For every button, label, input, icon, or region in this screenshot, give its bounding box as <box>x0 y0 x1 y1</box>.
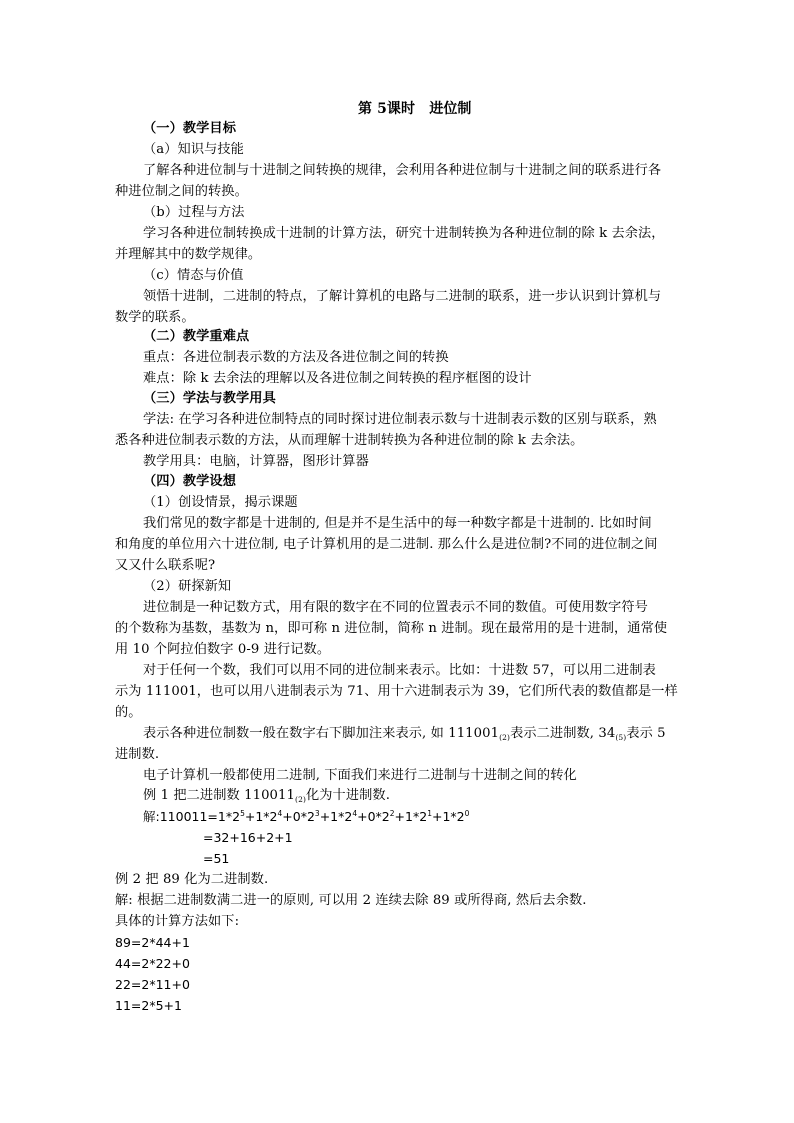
example-1-equation-1 <box>143 807 469 827</box>
calculation-line: 11=2*5+1 <box>115 998 182 1013</box>
text-run: 例 1 把二进制数 110011 <box>143 788 296 803</box>
example-1-equation-2: =32+16+2+1 <box>203 830 293 845</box>
base-subscript: (2) <box>295 795 306 804</box>
exponent: 1 <box>427 809 432 818</box>
section-heading-design: （四）教学设想 <box>143 474 237 489</box>
paragraph-line: 了解各种进位制与十进制之间转换的规律，会利用各种进位制与十进制之间的联系进行各 <box>143 163 662 178</box>
text-run: 化为十进制数. <box>305 788 391 803</box>
paragraph-line: 示为 111001，也可以用八进制表示为 71、用十六进制表示为 39，它们所代表的数值都是一样 <box>115 684 678 699</box>
paragraph-line: 的。 <box>115 705 142 720</box>
equation-term: +0*2 <box>282 809 315 824</box>
paragraph-line: 和角度的单位用六十进位制, 电子计算机用的是二进制. 那么什么是进位制?不同的进位制之间 <box>115 537 658 552</box>
exponent: 2 <box>389 809 395 818</box>
section-heading-key-points: （二）教学重难点 <box>143 329 250 344</box>
paragraph-line: 用 10 个阿拉伯数字 0-9 进行记数。 <box>115 642 331 657</box>
calculation-line: 89=2*44+1 <box>115 935 190 950</box>
equation-term: +0*2 <box>357 809 390 824</box>
paragraph-line: 解: 根据二进制数满二进一的原则, 可以用 2 连续去除 89 或所得商, 然后去余数. <box>115 893 587 908</box>
base-subscript: (5) <box>615 733 627 742</box>
example-2-prompt: 例 2 把 89 化为二进制数. <box>115 872 269 887</box>
page-title: 第 5课时 进位制 <box>358 101 472 117</box>
paragraph-line: 难点：除 k 去余法的理解以及各进位制之间转换的程序框图的设计 <box>143 371 532 386</box>
exponent: 3 <box>314 809 320 818</box>
paragraph-line: 悉各种进位制表示数的方法，从而理解十进制转换为各种进位制的除 k 去余法。 <box>115 433 584 448</box>
paragraph-line: 对于任何一个数，我们可以用不同的进位制来表示。比如：十进数 57，可以用二进制表 <box>143 663 656 678</box>
subsection-label-process: （b）过程与方法 <box>143 205 245 220</box>
example-1-equation-3: =51 <box>203 851 230 866</box>
paragraph-line: 具体的计算方法如下: <box>115 914 240 929</box>
paragraph-line: 我们常见的数字都是十进制的, 但是并不是生活中的每一种数字都是十进制的. 比如时间 <box>143 516 652 531</box>
subsection-label-explore: （2）研探新知 <box>143 579 232 594</box>
equation-term: +1*2 <box>319 809 353 824</box>
text-run: 表示各种进位制数一般在数字右下脚加注来表示, 如 111001 <box>143 726 500 741</box>
paragraph-line: 并理解其中的数学规律。 <box>115 247 262 262</box>
base-subscript: (2) <box>499 733 511 742</box>
text-run: 表示 5 <box>626 726 666 741</box>
example-1-prompt <box>143 786 390 806</box>
exponent: 4 <box>277 809 283 818</box>
exponent: 0 <box>464 809 470 818</box>
text-run: 表示二进制数, 34 <box>510 726 616 741</box>
paragraph-line: 数学的联系。 <box>115 310 195 325</box>
subsection-label-scenario: （1）创设情景，揭示课题 <box>143 495 298 510</box>
section-heading-objectives: （一）教学目标 <box>143 121 237 136</box>
paragraph-line: 学习各种进位制转换成十进制的计算方法，研究十进制转换为各种进位制的除 k 去余法， <box>143 226 665 241</box>
paragraph-line: 进位制是一种记数方式，用有限的数字在不同的位置表示不同的数值。可使用数字符号 <box>143 600 648 615</box>
equation-term: +1*2 <box>431 809 465 824</box>
calculation-line: 22=2*11+0 <box>115 977 190 992</box>
paragraph-line-notation <box>143 724 666 744</box>
subsection-label-knowledge: （a）知识与技能 <box>143 142 244 157</box>
subsection-label-values: （c）情态与价值 <box>143 268 244 283</box>
equation-term: +1*2 <box>244 809 278 824</box>
paragraph-line: 电子计算机一般都使用二进制, 下面我们来进行二进制与十进制之间的转化 <box>143 768 577 783</box>
equation-term: 110011=1*2 <box>159 809 241 824</box>
paragraph-line: 种进位制之间的转换。 <box>115 184 248 199</box>
solution-label: 解: <box>143 809 160 824</box>
paragraph-line: 重点：各进位制表示数的方法及各进位制之间的转换 <box>143 350 449 365</box>
section-heading-methods: （三）学法与教学用具 <box>143 391 276 406</box>
paragraph-line: 领悟十进制，二进制的特点，了解计算机的电路与二进制的联系，进一步认识到计算机与 <box>143 289 662 304</box>
paragraph-line: 又又什么联系呢? <box>115 558 216 573</box>
exponent: 5 <box>240 809 245 818</box>
paragraph-line: 教学用具：电脑，计算器，图形计算器 <box>143 454 369 469</box>
paragraph-line: 进制数. <box>115 747 160 762</box>
paragraph-line: 的个数称为基数，基数为 n，即可称 n 进位制，简称 n 进制。现在最常用的是十进制，通常使 <box>115 621 668 636</box>
exponent: 4 <box>352 809 358 818</box>
equation-term: +1*2 <box>394 809 428 824</box>
calculation-line: 44=2*22+0 <box>115 956 190 971</box>
paragraph-line: 学法: 在学习各种进位制特点的同时探讨进位制表示数与十进制表示数的区别与联系，熟 <box>143 412 657 427</box>
